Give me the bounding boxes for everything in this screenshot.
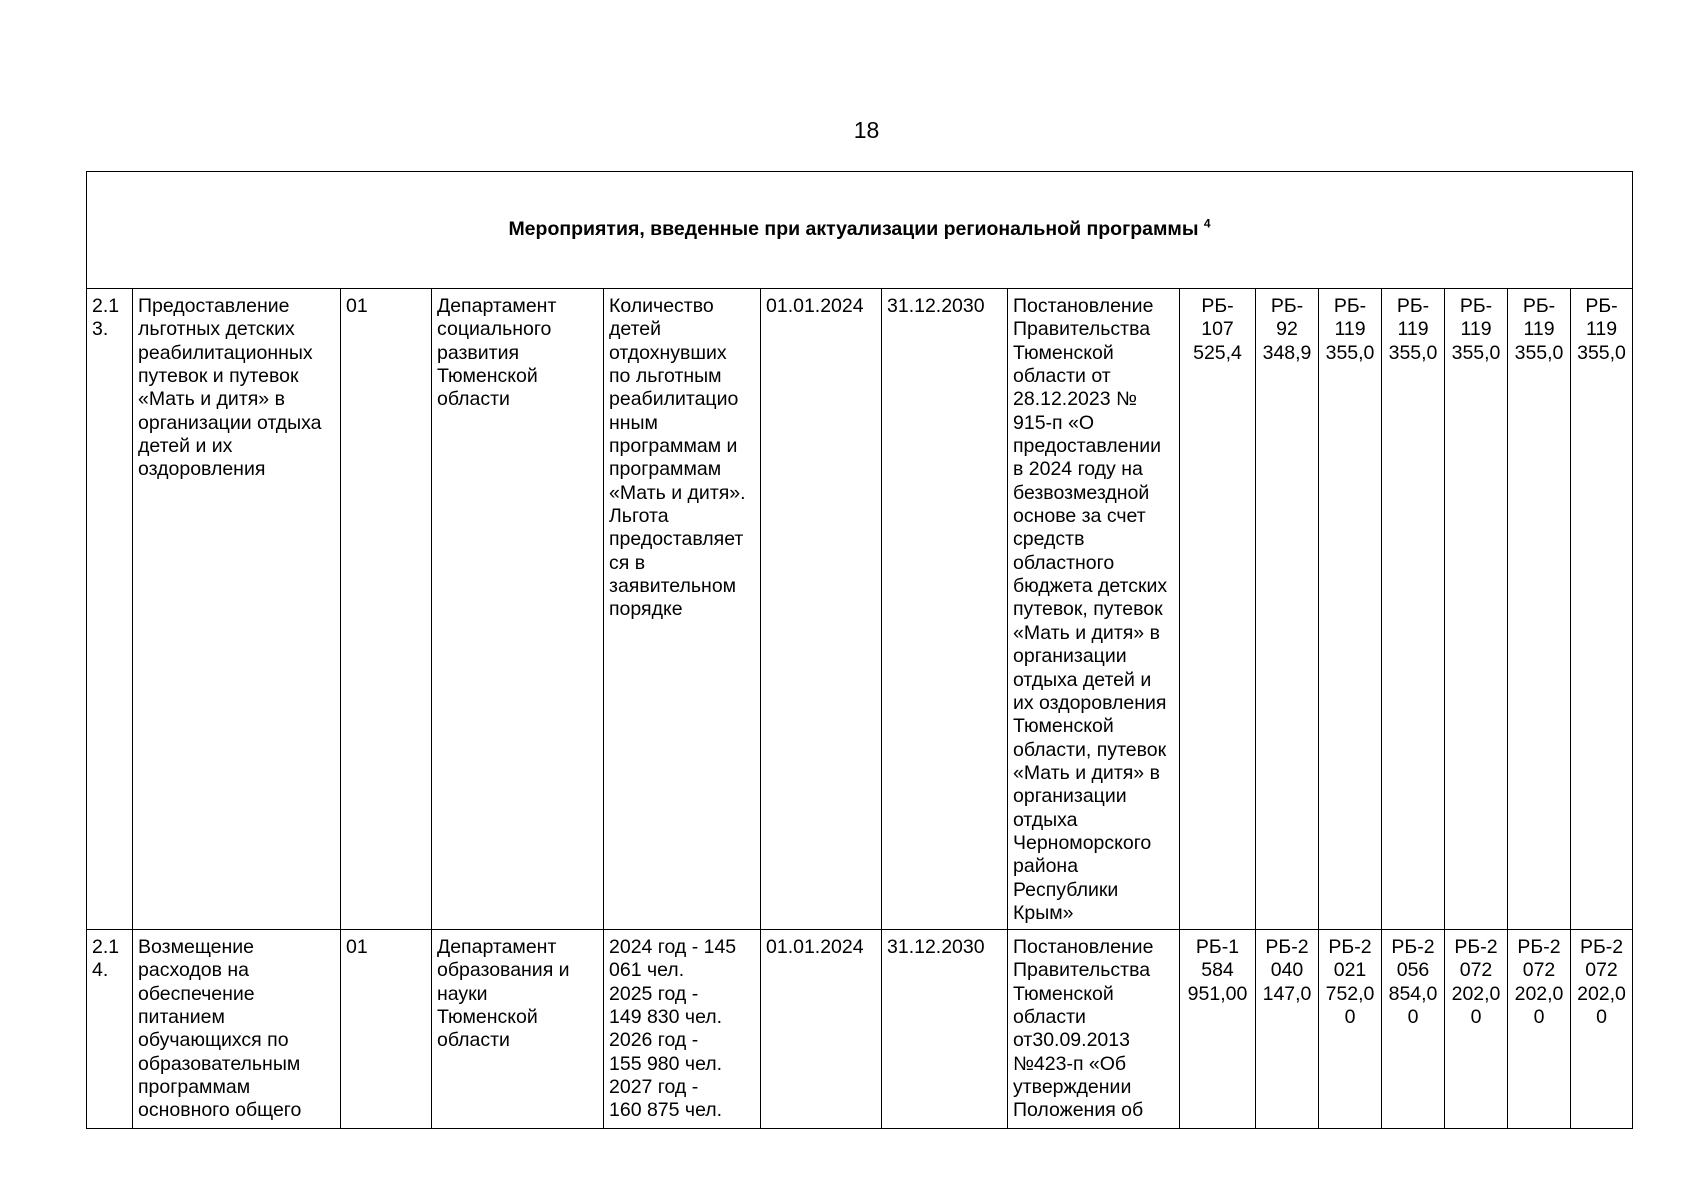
measures-table <box>86 171 1633 1129</box>
measure-name: Возмещение расходов на обеспечение питанием обучающихся по образовательным программам основного общего <box>133 930 341 1129</box>
amount-cell: РБ- 119 355,0 <box>1382 289 1445 930</box>
table-row <box>87 289 1633 930</box>
amount-cell: РБ-2 072 202,0 0 <box>1508 930 1571 1129</box>
table-row <box>87 930 1633 1129</box>
amount-cell: РБ-2 040 147,0 <box>1256 930 1319 1129</box>
page-number: 18 <box>853 117 880 143</box>
amount-cell: РБ-1 584 951,00 <box>1180 930 1256 1129</box>
legal-document: Постановление Правительства Тюменской области от30.09.2013 №423-п «Об утверждении Положения об <box>1008 930 1180 1129</box>
responsible-department: Департамент социального развития Тюменской области <box>432 289 604 930</box>
section-footnote-marker: 4 <box>1203 216 1211 231</box>
measure-name: Предоставление льготных детских реабилитационных путевок и путевок «Мать и дитя» в организации отдыха детей и их оздоровления <box>133 289 341 930</box>
amount-cell: РБ- 119 355,0 <box>1445 289 1508 930</box>
code: 01 <box>341 930 432 1129</box>
amount-cell: РБ-2 056 854,0 0 <box>1382 930 1445 1129</box>
amount-cell: РБ- 92 348,9 <box>1256 289 1319 930</box>
amount-cell: РБ- 119 355,0 <box>1508 289 1571 930</box>
indicator: 2024 год - 145 061 чел. 2025 год - 149 830 чел. 2026 год - 155 980 чел. 2027 год - 160 875 чел. <box>604 930 761 1129</box>
responsible-department: Департамент образования и науки Тюменской области <box>432 930 604 1129</box>
amount-cell: РБ-2 021 752,0 0 <box>1319 930 1382 1129</box>
row-number: 2.1 3. <box>87 289 133 930</box>
indicator: Количество детей отдохнувших по льготным реабилитацио нным программам и программам «Мать и дитя». Льгота предоставляет ся в заявительном порядке <box>604 289 761 930</box>
amount-cell: РБ- 119 355,0 <box>1571 289 1633 930</box>
code: 01 <box>341 289 432 930</box>
end-date: 31.12.2030 <box>882 289 1008 930</box>
section-title-cell <box>87 172 1633 289</box>
start-date: 01.01.2024 <box>761 930 882 1129</box>
end-date: 31.12.2030 <box>882 930 1008 1129</box>
legal-document: Постановление Правительства Тюменской области от 28.12.2023 № 915-п «О предоставлении в 2024 году на безвозмездной основе за счет средств областного бюджета детских путевок, путевок «Мать и дитя» в организации отдыха детей и их оздоровления Тюменской области, путевок «Мать и дитя» в организации отдыха Черноморского района Республики Крым» <box>1008 289 1180 930</box>
start-date: 01.01.2024 <box>761 289 882 930</box>
row-number: 2.1 4. <box>87 930 133 1129</box>
section-title: Мероприятия, введенные при актуализации региональной программы <box>508 218 1199 241</box>
section-header-row <box>87 172 1633 289</box>
amount-cell: РБ-2 072 202,0 0 <box>1571 930 1633 1129</box>
amount-cell: РБ- 107 525,4 <box>1180 289 1256 930</box>
amount-cell: РБ-2 072 202,0 0 <box>1445 930 1508 1129</box>
amount-cell: РБ- 119 355,0 <box>1319 289 1382 930</box>
